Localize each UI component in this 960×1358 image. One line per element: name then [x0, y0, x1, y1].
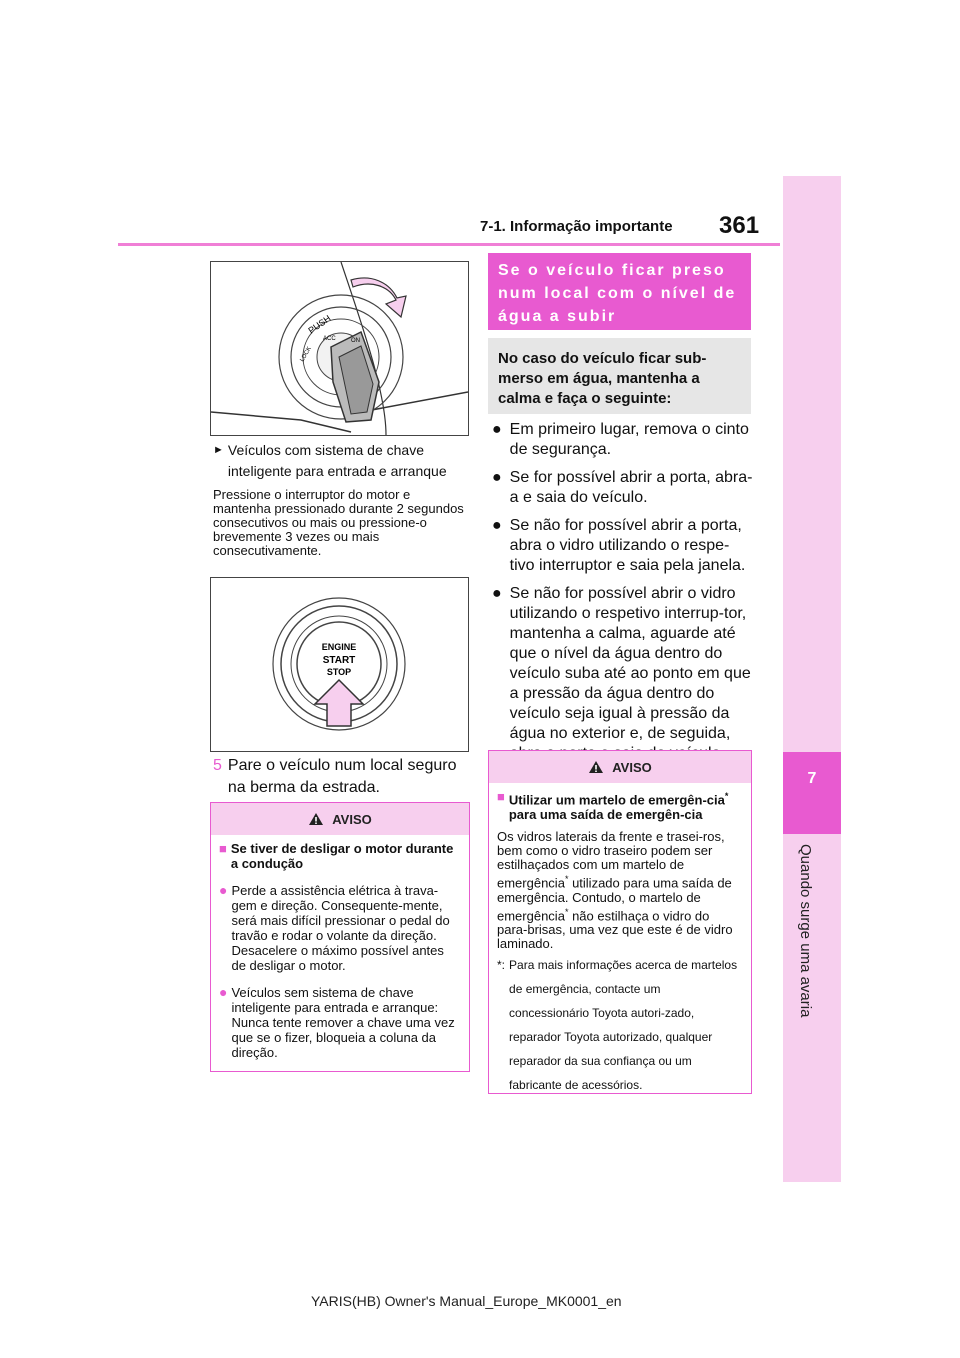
dot-bullet-icon: ●: [219, 984, 228, 1000]
section-heading: Se o veículo ficar preso num local com o nível de água a subir: [488, 253, 751, 330]
start-label: START: [322, 655, 356, 666]
step-number: 5: [213, 757, 222, 774]
engine-start-figure: [210, 577, 469, 752]
lock-label: LOCK: [299, 345, 313, 363]
chapter-title: Quando surge uma avaria: [797, 844, 814, 1018]
warning-item: [219, 883, 461, 973]
warning-box-left: [210, 802, 470, 1072]
warning-triangle-icon: [588, 760, 604, 774]
warning-title-text: Utilizar um martelo de emergên-cia* para uma saída de emergên-cia: [508, 791, 729, 823]
instructions-list: [492, 420, 754, 772]
page-number: 361: [719, 212, 760, 239]
warning-title: [497, 789, 743, 822]
warning-label: AVISO: [612, 759, 652, 775]
engine-start-illustration: [211, 578, 468, 751]
list-item: [492, 420, 754, 460]
step-text: Pare o veículo num local seguro na berma da estrada.: [227, 757, 457, 796]
list-item: [492, 584, 754, 764]
dot-bullet-icon: ●: [492, 421, 502, 438]
warning-triangle-icon: [308, 812, 324, 826]
warning-label: AVISO: [332, 811, 372, 827]
warning-paragraph: Os vidros laterais da frente e trasei-ros, bem como o vidro traseiro podem ser estilhaçados com um martelo de emergência* utilizado para uma saída de emergência. Contudo, o martelo de emergência* não estilhaça o vidro do para-brisas, uma vez que este é de vidro laminado.: [497, 829, 733, 951]
step-5: [213, 755, 471, 799]
dot-bullet-icon: ●: [492, 585, 502, 602]
key-bullet-text: Veículos com sistema de chave inteligente para entrada e arranque: [227, 442, 447, 479]
footnote-text: Para mais informações acerca de martelos de emergência, contacte um concessionário Toyota autori-zado, reparador Toyota autorizado, qualquer reparador da sua confiança ou um fabricante de acessórios.: [509, 957, 738, 1092]
list-item-text: Se não for possível abrir o vidro utilizando o respetivo interrup-tor, mantenha a calma, aguarde até que o nível da água dentro do veículo suba até ao ponto em que a pressão da água dentro do veículo seja igual à pressão da água no exterior e, de seguida,: [509, 585, 751, 742]
engine-label: ENGINE: [321, 642, 357, 652]
warning-header: [211, 803, 469, 835]
instruction-text: Pressione o interruptor do motor e mantenha pressionado durante 2 segundos consecutivos ou mais ou pressione-o brevemente 3 vezes ou mais consecutivamente.: [213, 487, 464, 558]
warning-item-text: Perde a assistência elétrica à trava-gem e direção. Consequente-mente, será mais difícil pressionar o pedal do travão e rodar o volante da direção. Desacelere o máximo possível antes de desligar o motor.: [231, 883, 450, 973]
chapter-number: 7: [807, 770, 817, 787]
ignition-key-figure: [210, 261, 469, 436]
list-item-text: Em primeiro lugar, remova o cinto de segurança.: [509, 421, 749, 458]
list-item: [492, 516, 754, 576]
dot-bullet-icon: ●: [492, 517, 502, 534]
warning-item-text: Veículos sem sistema de chave inteligente para entrada e arranque: Nunca tente remover a chave uma vez que se o fizer, bloqueia a coluna da direção.: [231, 985, 455, 1060]
footnote: [497, 953, 743, 1097]
page-footer: YARIS(HB) Owner's Manual_Europe_MK0001_en: [311, 1293, 622, 1309]
warning-header: [489, 751, 751, 783]
ignition-key-illustration: [211, 262, 468, 435]
on-label: ON: [351, 338, 360, 344]
push-label: PUSH: [306, 313, 333, 336]
warning-item: [219, 985, 461, 1060]
square-bullet-icon: ■: [219, 841, 227, 856]
warning-box-right: [488, 750, 752, 1094]
stop-label: STOP: [326, 667, 352, 677]
section-title: 7-1. Informação importante: [480, 218, 673, 235]
list-item-text: Se for possível abrir a porta, abra-a e saia do veículo.: [509, 469, 753, 506]
footnote-mark: *:: [497, 957, 506, 972]
dot-bullet-icon: ●: [492, 469, 502, 486]
key-bullet: [213, 440, 471, 482]
warning-title: [219, 841, 461, 871]
chapter-number-box: [783, 752, 841, 834]
dot-bullet-icon: ●: [219, 882, 228, 898]
triangle-bullet-icon: ►: [213, 444, 224, 456]
square-bullet-icon: ■: [497, 789, 505, 804]
list-item: [492, 468, 754, 508]
acc-label: ACC: [323, 336, 336, 342]
warning-title-text: Se tiver de desligar o motor durante a condução: [230, 841, 454, 871]
header-rule: [118, 243, 780, 246]
chapter-side-tab: [783, 176, 841, 1182]
intro-box: No caso do veículo ficar sub-merso em água, mantenha a calma e faça o seguinte:: [488, 338, 751, 414]
list-item-text: Se não for possível abrir a porta, abra o vidro utilizando o respe-tivo interruptor e saia pela janela.: [509, 517, 746, 574]
